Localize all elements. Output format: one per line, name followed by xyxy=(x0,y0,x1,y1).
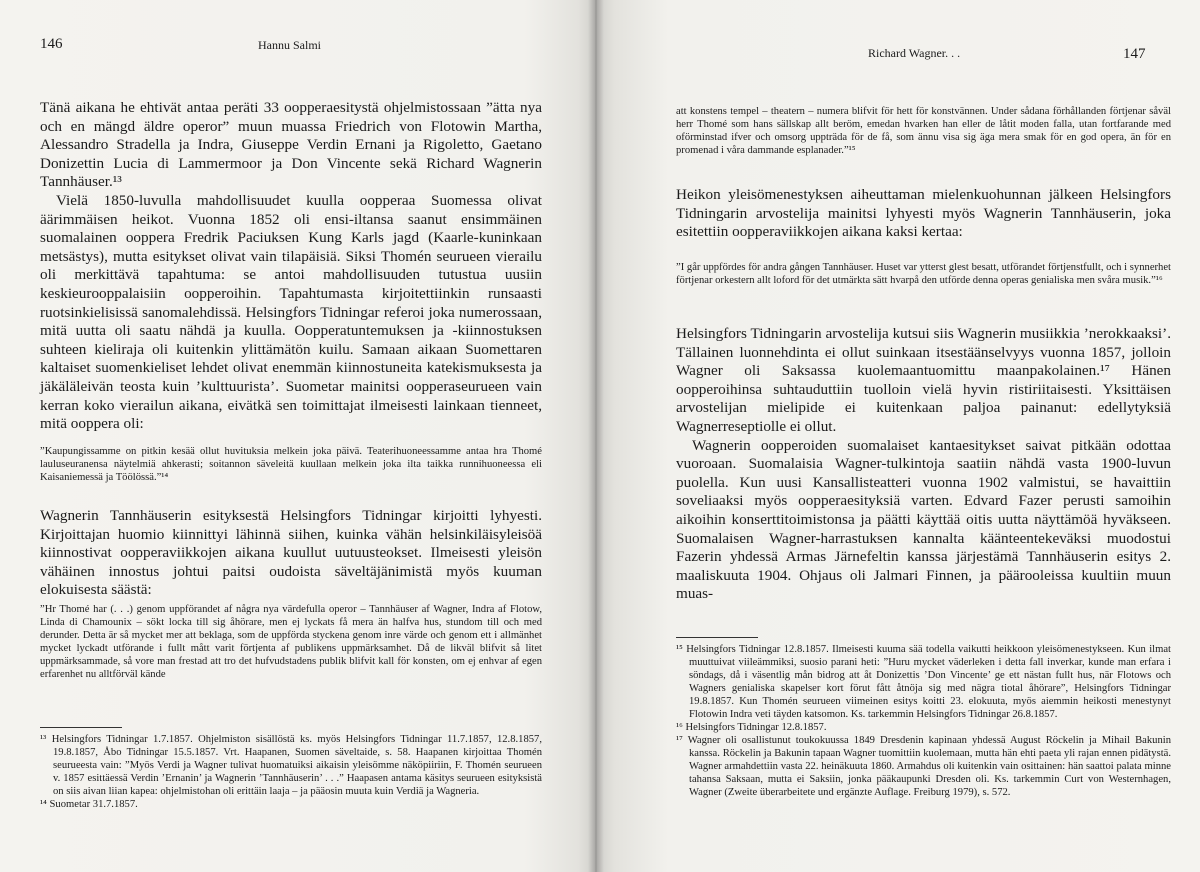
left-body-1 xyxy=(40,99,542,434)
left-body-2 xyxy=(40,507,542,600)
footnote: ¹⁶ Helsingfors Tidningar 12.8.1857. xyxy=(676,722,827,733)
page-number-left: 146 xyxy=(40,36,63,52)
paragraph: Tänä aikana he ehtivät antaa peräti 33 oopperaesitystä ohjelmistossaan ”ätta nya och en mängd äldre operor” muun muassa Friedrich von Flotowin Martha, Alessandro Stradella ja Indra, Giuseppe Verdin Ernani ja Rigoletto, Gaetano Donizettin Lucia di Lammermoor ja Don Vincente sekä Richard Wagnerin Tannhäuser.¹³ xyxy=(40,99,542,191)
left-footnotes xyxy=(40,733,542,811)
paragraph: Heikon yleisömenestyksen aiheuttaman mielenkuohunnan jälkeen Helsingfors Tidningarin arvostelija mainitsi lyhyesti myös Wagnerin Tannhäuserin, joka esitettiin oopperaviikkojen aikana kaksi kertaa: xyxy=(676,186,1171,241)
page-number-right: 147 xyxy=(1123,46,1146,62)
left-quote-2: ”Hr Thomé har (. . .) genom uppförandet af några nya värdefulla operor – Tannhäuser af Wagner, Indra af Flotow, Linda di Chamounix – sökt locka till sig åhörare, men ej lyckats få mera än halfva hus, stundom till och med derunder. Detta är så mycket mer att beklaga, som de uppförda styckena genom inre värde och genom ett i allmänhet mycket lyckadt utförande i fullt mått varit förtjenta af publikens uppmärksamhet. Då de likväl blifvit så litet uppmärksammade, så vore man frestad att tro det hufvudstadens publik blifvit kall för konsten, om ej enhvar af egen erfarenhet nu alltförväl kände xyxy=(40,604,542,680)
running-head-left: Hannu Salmi xyxy=(258,38,321,52)
footnote-rule xyxy=(676,637,758,638)
book-gutter-shadow xyxy=(588,0,604,872)
footnote-rule xyxy=(40,727,122,728)
footnote: ¹⁷ Wagner oli osallistunut toukokuussa 1849 Dresdenin kapinaan yhdessä August Röckelin ja Mihail Bakunin kanssa. Röckelin ja Bakunin tapaan Wagner tuomittiin kuolemaan, mutta hän ehti paeta yli rajan ennen pidätystä. Wagner armahdettiin vasta 22. heinäkuuta 1860. Armahdus oli kuitenkin vain osittainen: hän saattoi palata minne tahansa Saksaan, mutta ei Saksiin, jonka pääkaupunki Dresden oli. Ks. tarkemmin Curt von Westernhagen, Wagner (Zweite überarbeitete und ergänzte Auflage. Freiburg 1979), s. 572. xyxy=(676,735,1171,798)
right-body-1 xyxy=(676,186,1171,242)
right-quote-2: ”I går uppfördes för andra gången Tannhäuser. Huset var ytterst glest besatt, utförandet förtjenstfullt, och i synnerhet förtjenar orkestern allt loford för det utmärkta sätt hvarpå den utförde denna operas genialiska men svåra musik.”¹⁶ xyxy=(676,262,1171,286)
left-page xyxy=(0,0,596,872)
footnote: ¹⁴ Suometar 31.7.1857. xyxy=(40,799,138,810)
footnote: ¹³ Helsingfors Tidningar 1.7.1857. Ohjelmiston sisällöstä ks. myös Helsingfors Tidningar 11.7.1857, 12.8.1857, 19.8.1857, Åbo Tidningar 15.5.1857. Vrt. Haapanen, Suomen säveltaide, s. 58. Haapanen kirjoittaa Thomén seurueesta vain: ”Myös Verdi ja Wagner tulivat huomatuiksi aikaisin yleisömme näköpiiriin, F. Thomén seurueen v. 1857 esittäessä Verdin ’Ernanin’ ja Wagnerin ’Tannhäuserin’ . . .” Haapasen antama käsitys seurueen esityksistä on siis aivan liian kapea: ohjelmistohan oli erittäin laaja – ja pääosin muuta kuin Verdiä ja Wagneria. xyxy=(40,734,542,797)
left-quote-1: ”Kaupungissamme on pitkin kesää ollut huvituksia melkein joka päivä. Teaterihuoneessamme antaa hra Thomé lauluseuranensa näytelmiä ahkerasti; soitannon säveleitä kuullaan melkein joka ilta taikka runnihuoneessa eli Kaisaniemessä ja Töölössä.”¹⁴ xyxy=(40,446,542,483)
right-footnotes xyxy=(676,643,1171,799)
footnote: ¹⁵ Helsingfors Tidningar 12.8.1857. Ilmeisesti kuuma sää todella vaikutti heikkoon yleisömenestykseen. Kun ilmat muuttuivat viileämmiksi, suosio parani heti: ”Huru mycket väderleken i detta fall inverkar, kunde man erfara i söndags, då i väsentlig mån bidrog att åt Donizettis ’Don Vincente’ ge ett nästan fullt hus, när Flotows och Wagners genialiska skapelser kort förut fått åtnöja sig med nägra tiotal åhörare”, Helsingfors Tidningar 19.8.1857. Kun Thomén seurueen viimeinen esitys koitti 23. elokuuta, myös aiemmin heikosti menestynyt Flotowin Indra veti täyden katsomon. Ks. tarkemmin Helsingfors Tidningar 26.8.1857. xyxy=(676,644,1171,720)
right-body-2 xyxy=(676,325,1171,604)
paragraph: Wagnerin oopperoiden suomalaiset kantaesitykset saivat pitkään odottaa vuoroaan. Suomalaisia Wagner-tulkintoja saatiin nähdä vasta 1900-luvun puolella. Kun uusi Kansallisteatteri vuonna 1902 valmistui, se havaittiin soveliaaksi myös oopperaesityksiä varten. Edvard Fazer perusti samoihin aikoihin konserttitoimistonsa ja päätti käyttää oitis uutta näyttämöä hyväkseen. Suomalaisen Wagner-harrastuksen kannalta käänteentekeväksi muodostui Fazerin yhdessä Armas Järnefeltin kanssa järjestämä Tannhäuserin esitys 2. maaliskuuta 1904. Ohjaus oli Jalmari Finnen, ja päärooleissa kuultiin muun muas- xyxy=(676,436,1171,603)
running-head-right: Richard Wagner. . . xyxy=(868,46,961,60)
right-quote-1: att konstens tempel – theatern – numera blifvit för hett för konstvännen. Under sådana förhållanden förtjenar såväl herr Thomé som hans sällskap allt beröm, emedan hvarken han eller de låtit moden falla, utan fortfarande med oförminstad ifver och omsorg uppträda för de få, som ännu visa sig äga mera smak för en god opera, än för en promenad i våra dammande esplanader.”¹⁵ xyxy=(676,106,1171,156)
right-page xyxy=(596,0,1200,872)
paragraph: Vielä 1850-luvulla mahdollisuudet kuulla oopperaa Suomessa olivat äärimmäisen heikot. Vuonna 1852 oli ensi-iltansa saanut ensimmäinen suomalainen ooppera Fredrik Paciuksen Kung Karls jagd (Kaarle-kuninkaan metsästys), mutta esitykset olivat vain tilapäisiä. Siksi Thomén seurueen vierailu oli merkittävä tapahtuma: se antoi mahdollisuuden tutustua uusiin keskieurooppalaisiin oopperoihin. Tapahtumasta kirjoitettiinkin runsaasti ruotsinkielisissä sanomalehdissä. Helsingfors Tidningar referoi joka numerossaan, mitä uutta oli saatu nähdä ja kuulla. Oopperatuntemuksen ja -kiinnostuksen suhteen kieliraja oli kuitenkin ylittämätön kuilu. Samaan aikaan Suomettaren kaltaiset suomenkieliset lehdet olivat enemmän kiinnostuneita katekismuksesta ja jäkäläleivän teosta kuin ’kulttuurista’. Suometar mainitsi oopperaseurueen vain kerran koko vierailun aikana, eivätkä sen toimittajat ilmeisesti lainkaan tienneet, mitä ooppera oli: xyxy=(40,191,542,433)
paragraph: Helsingfors Tidningarin arvostelija kutsui siis Wagnerin musiikkia ’nerokkaaksi’. Tällainen luonnehdinta ei ollut suinkaan itsestäänselvyys vuonna 1857, jolloin Wagner oli Saksassa kuolemaantuomittu maanpakolainen.¹⁷ Hänen oopperoihinsa suhtauduttiin tuolloin vielä hyvin ristiriitaisesti. Yksittäisen arvostelijan mielipide ei kuitenkaan paljoa painanut: edellytyksiä Wagnerreseptiolle ei ollut. xyxy=(676,325,1171,435)
paragraph: Wagnerin Tannhäuserin esityksestä Helsingfors Tidningar kirjoitti lyhyesti. Kirjoittajan huomio kiinnittyi lähinnä siihen, kuinka vähän helsinkiläisyleisöä kiinnostivat oopperaviikkojen aikana kuullut uutuusteokset. Ilmeisesti yleisön vähäinen innostus johtui paitsi oudoista säveltäjänimistä myös kuuman elokuisesta säästä: xyxy=(40,507,542,599)
